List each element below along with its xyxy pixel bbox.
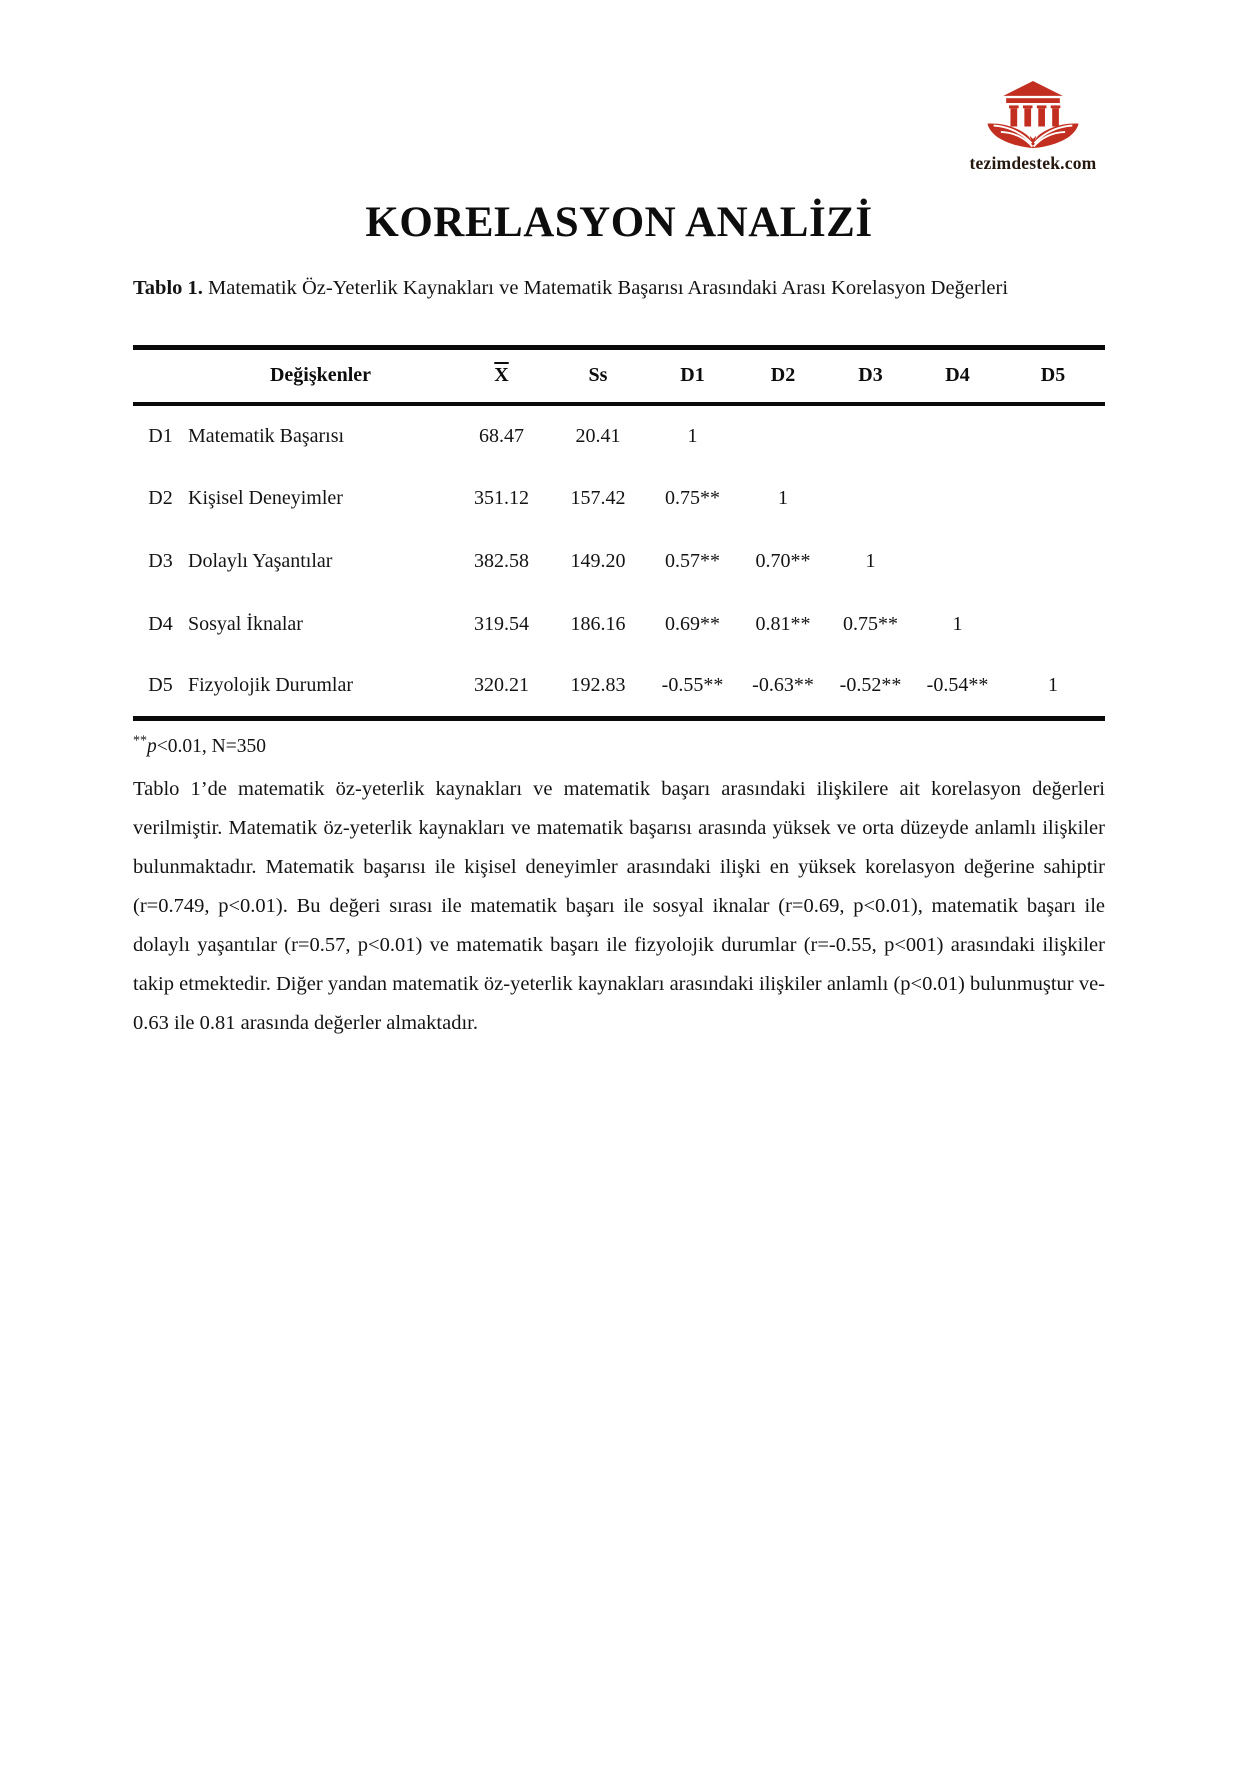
- row-variable: Fizyolojik Durumlar: [188, 674, 353, 697]
- cell-sd: 186.16: [570, 612, 626, 635]
- cell-sd: 149.20: [570, 549, 626, 572]
- cell-d5: [1001, 530, 1105, 593]
- header-variables: Değişkenler: [188, 348, 453, 404]
- cell-d1: 0.57**: [665, 549, 720, 572]
- table-footnote: [133, 733, 266, 758]
- cell-sd: 20.41: [575, 424, 621, 447]
- cell-d4: -0.54**: [926, 674, 989, 697]
- correlation-table: [133, 345, 1105, 721]
- cell-d4: 1: [952, 612, 963, 635]
- header-d5: D5: [1001, 348, 1105, 404]
- cell-d3: [827, 467, 914, 530]
- cell-d2: 0.70**: [755, 549, 811, 572]
- cell-d2: -0.63**: [752, 674, 814, 697]
- table-row: [133, 593, 1105, 656]
- brand-logo: [962, 80, 1104, 174]
- table-row: [133, 530, 1105, 593]
- cell-d1: 0.69**: [665, 612, 720, 635]
- cell-mean: 382.58: [474, 549, 529, 572]
- cell-d2: 1: [778, 486, 788, 509]
- cell-sd: 192.83: [570, 674, 626, 697]
- row-variable: Sosyal İknalar: [188, 612, 303, 635]
- row-variable: Matematik Başarısı: [188, 424, 345, 447]
- cell-d5: [1001, 404, 1105, 467]
- footnote-rest: <0.01, N=350: [156, 736, 266, 757]
- cell-d5: 1: [1048, 674, 1058, 697]
- header-d2: D2: [739, 348, 827, 404]
- table-caption-label: Tablo 1.: [133, 277, 203, 299]
- table-header-row: [133, 348, 1105, 404]
- cell-d3: 1: [865, 549, 876, 572]
- table-row: [133, 467, 1105, 530]
- brand-name: tezimdestek.com: [969, 153, 1097, 173]
- cell-d5: [1001, 467, 1105, 530]
- cell-d3: [827, 404, 914, 467]
- row-variable: Dolaylı Yaşantılar: [188, 549, 333, 572]
- table-caption-text: Matematik Öz-Yeterlik Kaynakları ve Matematik Başarısı Arasındaki Arası Korelasyon Değerleri: [202, 277, 1009, 299]
- table-row: [133, 656, 1105, 719]
- header-rowlabel-blank: [133, 348, 188, 404]
- header-mean: $\overline{X}$: [453, 348, 550, 404]
- cell-mean: 319.54: [474, 612, 529, 635]
- header-d4: D4: [914, 348, 1001, 404]
- cell-d3: -0.52**: [839, 674, 902, 697]
- cell-d2: [739, 404, 827, 467]
- cell-d1: 0.75**: [665, 486, 720, 509]
- cell-d1: 1: [687, 424, 698, 447]
- row-id: D4: [148, 612, 173, 635]
- cell-mean: 68.47: [479, 424, 524, 447]
- cell-mean: 351.12: [474, 486, 529, 509]
- body-paragraph: Tablo 1’de matematik öz-yeterlik kaynakları ve matematik başarı arasındaki ilişkilere ait korelasyon değerleri verilmiştir. Matematik öz-yeterlik kaynakları ve matematik başarısı arasında yüksek ve orta düzeyde anlamlı ilişkiler bulunmaktadır. Matematik başarısı ile kişisel deneyimler arasındaki ilişki en yüksek korelasyon değerine sahiptir (r=0.749, p<0.01). Bu değeri sırası ile matematik başarı ile sosyal iknalar (r=0.69, p<0.01), matematik başarı ile dolaylı yaşantılar (r=0.57, p<0.01) ve matematik başarı ile fizyolojik durumlar (r=-0.55, p<001) arasındaki ilişkiler takip etmektedir. Diğer yandan matematik öz-yeterlik kaynakları arasındaki ilişkiler anlamlı (p<0.01) bulunmuştur ve-0.63 ile 0.81 arasında değerler almaktadır.: [133, 778, 1105, 1034]
- cell-d1: -0.55**: [661, 674, 724, 697]
- row-variable: Kişisel Deneyimler: [188, 486, 343, 509]
- cell-mean: 320.21: [474, 674, 529, 697]
- row-id: D1: [148, 424, 173, 447]
- footnote-stars: **: [133, 733, 147, 749]
- cell-d4: [914, 404, 1001, 467]
- cell-d5: [1001, 593, 1105, 656]
- cell-d4: [914, 467, 1001, 530]
- page-title: KORELASYON ANALİZİ: [365, 199, 873, 246]
- book-building-icon: [985, 80, 1081, 150]
- row-id: D3: [148, 549, 173, 572]
- header-sd: Ss: [550, 348, 646, 404]
- table-row: [133, 404, 1105, 467]
- header-d1: D1: [646, 348, 739, 404]
- table-caption: [133, 272, 1105, 305]
- correlation-table-wrap: [133, 345, 1105, 721]
- row-id: D2: [148, 486, 173, 509]
- cell-d4: [914, 530, 1001, 593]
- cell-d3: 0.75**: [843, 612, 898, 635]
- header-d3: D3: [827, 348, 914, 404]
- footnote-p: p: [147, 736, 157, 757]
- cell-d2: 0.81**: [755, 612, 811, 635]
- cell-sd: 157.42: [570, 486, 626, 509]
- row-id: D5: [148, 674, 173, 697]
